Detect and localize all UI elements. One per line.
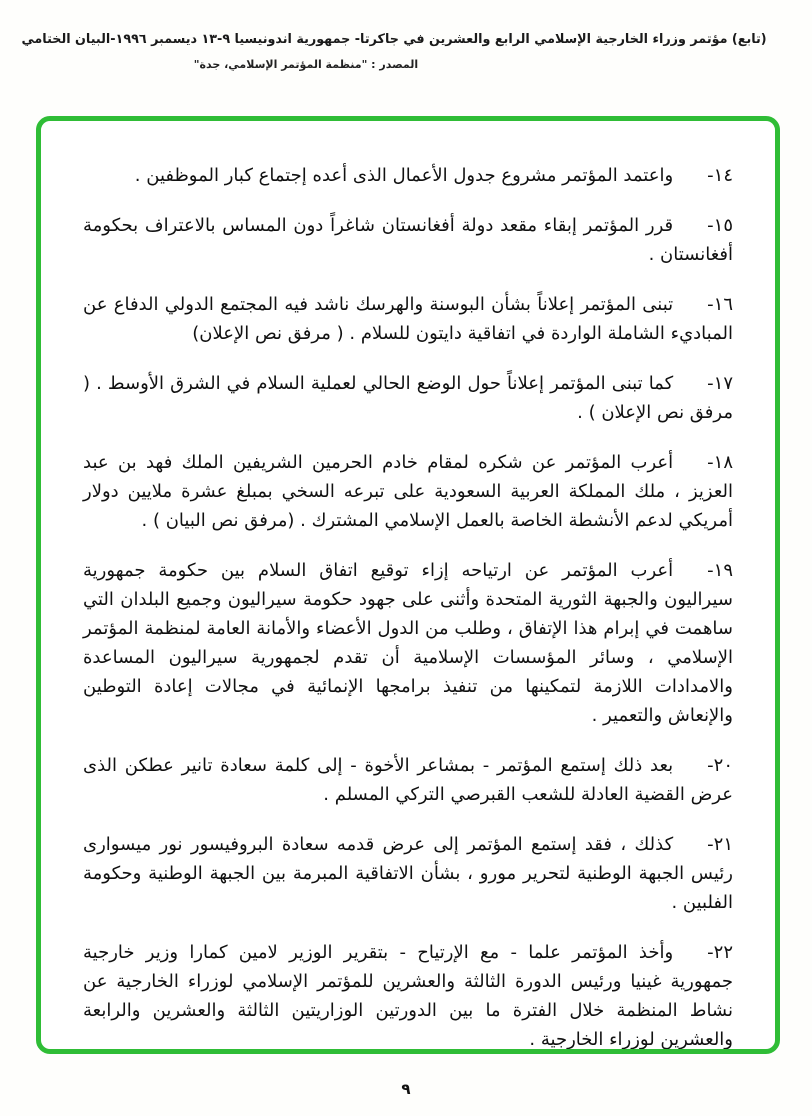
paragraph [83,369,733,427]
document-source-line: المصدر : "منظمة المؤتمر الإسلامي، جدة" [193,58,419,71]
page-number: ٩ [401,1080,411,1098]
paragraph-text: قرر المؤتمر إبقاء مقعد دولة أفغانستان شاغراً دون المساس بالاعتراف بحكومة أفغانستان . [83,215,733,265]
paragraph-number: ٢٢- [707,942,733,963]
content-border-box [36,116,780,1054]
paragraph [83,938,733,1054]
paragraph-number: ١٥- [707,215,733,236]
paragraph [83,751,733,809]
paragraph-text: أعرب المؤتمر عن ارتياحه إزاء توقيع اتفاق السلام بين حكومة جمهورية سيراليون والجبهة الثورية المتحدة وأثنى على جهود حكومة سيراليون وجميع البلدان التي ساهمت في إبرام هذا الإتفاق ، وطلب من الدول الأعضاء والأمانة العامة لمنظمة المؤتمر الإسلامي ، وسائر المؤسسات الإسلامية أن تقدم لجمهورية سيراليون المساعدة والامدادات اللازمة لتمكينها من تنفيذ برامجها الإنمائية في مجالات إعادة التوطين والإنعاش والتعمير . [83,560,733,726]
paragraph [83,290,733,348]
paragraph-number: ٢٠- [707,755,733,776]
paragraph-number: ١٤- [707,165,733,186]
paragraph-number: ١٨- [707,452,733,473]
paragraph [83,556,733,730]
paragraph-number: ١٩- [707,560,733,581]
paragraph-text: كما تبنى المؤتمر إعلاناً حول الوضع الحالي لعملية السلام في الشرق الأوسط . ( مرفق نص الإعلان ) . [83,373,733,423]
document-header [21,30,774,71]
paragraph [83,161,733,190]
document-title: (تابع) مؤتمر وزراء الخارجية الإسلامي الرابع والعشرين في جاكرتا- جمهورية اندونيسيا ٩-١٣ ديسمبر ١٩٩٦-البيان الختامي [21,32,767,47]
paragraph-text: وأخذ المؤتمر علما - مع الإرتياح - بتقرير الوزير لامين كمارا وزير خارجية جمهورية غينيا ورئيس الدورة الثالثة والعشرين للمؤتمر الإسلامي لوزراء الخارجية عن نشاط المنظمة خلال الفترة ما بين الدورتين الوزاريتين الثالثة والعشرين والرابعة والعشرين لوزراء الخارجية . [83,942,733,1050]
paragraph-number: ٢١- [707,834,733,855]
paragraph [83,830,733,917]
paragraph-number: ١٧- [707,373,733,394]
paragraph-text: واعتمد المؤتمر مشروع جدول الأعمال الذى أعده إجتماع كبار الموظفين . [134,165,674,186]
paragraph-text: بعد ذلك إستمع المؤتمر - بمشاعر الأخوة - إلى كلمة سعادة تانير عطكن الذى عرض القضية العادلة للشعب القبرصي التركي المسلم . [83,755,733,805]
paragraph-text: أعرب المؤتمر عن شكره لمقام خادم الحرمين الشريفين الملك فهد بن عبد العزيز ، ملك المملكة العربية السعودية على تبرعه السخي بمبلغ عشرة ملايين دولار أمريكي لدعم الأنشطة الخاصة بالعمل الإسلامي المشترك . (مرفق نص البيان ) . [83,452,733,531]
paragraph [83,211,733,269]
paragraph-text: تبنى المؤتمر إعلاناً بشأن البوسنة والهرسك ناشد فيه المجتمع الدولي الدفاع عن المباديء الشاملة الواردة في اتفاقية دايتون للسلام . ( مرفق نص الإعلان) [83,294,733,344]
paragraph-text: كذلك ، فقد إستمع المؤتمر إلى عرض قدمه سعادة البروفيسور نور ميسوارى رئيس الجبهة الوطنية لتحرير مورو ، بشأن الاتفاقية المبرمة بين الجبهة الوطنية وحكومة الفلبين . [83,834,733,913]
paragraph [83,448,733,535]
paragraph-number: ١٦- [707,294,733,315]
